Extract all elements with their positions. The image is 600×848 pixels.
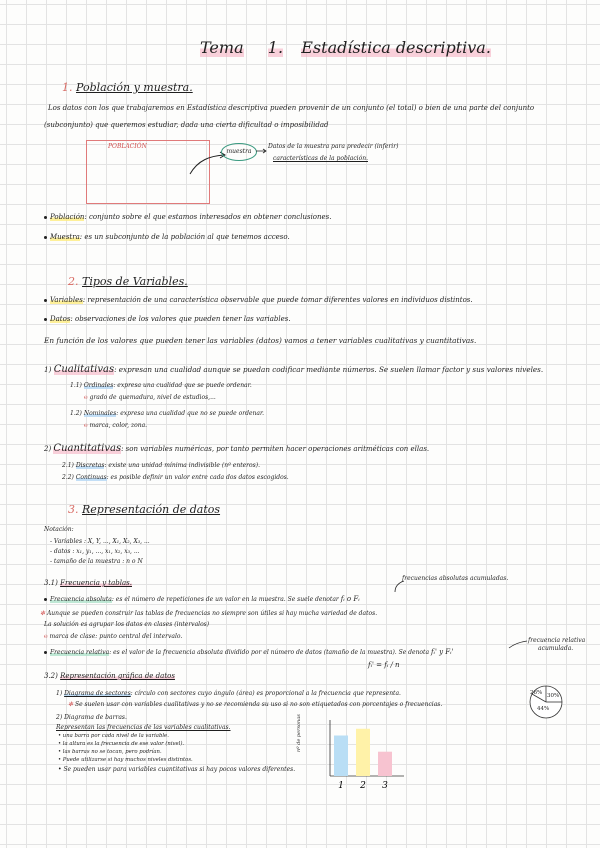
def-variables [44, 296, 473, 304]
bar-label-3: 3 [382, 781, 388, 791]
barras-number: 2) [56, 714, 63, 721]
cualitativas-def: : expresan una cualidad aunque se puedan codificar mediante números. Se suelen llamar factor y sus valores niveles. [114, 365, 544, 374]
example-icon: ℮ [84, 394, 88, 401]
side-note-2-text: características de la población. [273, 155, 368, 162]
notacion-variables: - Variables : X, Y, ..., X₁, X₂, X₃, ... [50, 538, 150, 545]
section-3-title: Representación de datos [82, 503, 221, 516]
nominales-number: 1.2) [70, 410, 82, 417]
cuantitativas-def: : son variables numéricas, por tanto permiten hacer operaciones aritméticas con ellas. [121, 445, 430, 453]
def-datos [44, 315, 291, 323]
bullet-icon [44, 236, 47, 239]
cuantitativas-number: 2) [44, 445, 52, 453]
continuas-line [62, 474, 289, 481]
nominales-term: Nominales [83, 410, 117, 417]
cualitativas-number: 1) [44, 365, 52, 374]
bullet-icon [44, 216, 47, 219]
notacion-datos: - datos : x₁, y₁, ..., x₁, x₂, x₃, ... [50, 548, 140, 555]
section-3-heading [68, 503, 220, 516]
def-muestra-text: : es un subconjunto de la población al que tenemos acceso. [79, 233, 290, 241]
marca-line [44, 633, 182, 640]
frecuencia-absoluta-text: : es el número de repeticiones de un valor en la muestra. Se suele denotar [111, 596, 339, 603]
def-variables-text: : representación de una característica observable que puede tomar diferentes valores en individuos distintos. [82, 296, 473, 304]
title-name: Estadística descriptiva. [301, 38, 491, 57]
side-note-2 [273, 155, 368, 162]
section-1-title: Población y muestra. [76, 81, 193, 94]
bar-label-group [338, 781, 388, 791]
page-title [200, 38, 491, 57]
sectores-note-text: Se suelen usar con variables cualitativas y no se recomienda su uso si no son etiquetados con porcentajes o frecuencias. [74, 701, 443, 708]
cualitativas-term: Cualitativas [53, 364, 115, 375]
freq-rel-note-1: frecuencia relativa [528, 637, 586, 644]
section-3-2-number: 3.2) [44, 672, 58, 680]
discretas-def: : existe una unidad mínima indivisible (nº enteros). [104, 462, 260, 469]
nominales-def: : expresa una cualidad que no se puede ordenar. [116, 410, 265, 417]
section-3-1-number: 3.1) [44, 579, 58, 587]
ordinales-term: Ordinales [83, 382, 114, 389]
frecuencia-relativa-symbol: fᵢ' y Fᵢ' [430, 648, 454, 656]
section-3-2-heading [44, 672, 175, 680]
cuantitativas-term: Cuantitativas [53, 443, 122, 454]
barras-line-5: • Puede utilizarse si hay muchos niveles distintos. [58, 757, 193, 763]
marca-text: marca de clase: punto central del intervalo. [49, 633, 183, 640]
bullet-icon [44, 598, 47, 601]
ordinales-line [70, 382, 252, 389]
discretas-term: Discretas [75, 462, 105, 469]
frecuencia-relativa-term: Frecuencia relativa [50, 649, 110, 656]
barras-term: Diagrama de barras. [64, 714, 127, 721]
bar-3 [378, 752, 392, 776]
side-note-1: Datos de la muestra para predecir (inferir) [268, 143, 399, 150]
ordinales-def: : expresa una cualidad que se puede ordenar. [113, 382, 252, 389]
solucion-line: La solución es agrupar los datos en clases (intervalos) [44, 621, 210, 628]
barras-heading [56, 714, 127, 721]
pie-label-3: 44% [537, 706, 550, 712]
nominales-example-text: marca, color, zona. [89, 422, 148, 429]
barras-line-3: • la altura es la frecuencia de ese valor (nivel). [58, 741, 185, 747]
def-poblacion-term: Población [50, 213, 85, 221]
continuas-def: : es posible definir un valor entre cada dos datos escogidos. [106, 474, 289, 481]
def-poblacion [44, 213, 332, 221]
warning-icon: ✻ [68, 701, 74, 708]
sectores-def: : círculo con sectores cuyo ángulo (área) es proporcional a la frecuencia que representa. [130, 690, 401, 697]
section-2-number: 2. [68, 275, 79, 288]
bullet-icon [44, 318, 47, 321]
section-1-heading [62, 81, 193, 94]
sectores-note [68, 701, 442, 708]
continuas-term: Continuas [75, 474, 107, 481]
pie-label-1: 26% [530, 690, 543, 696]
frecuencia-relativa-line [44, 648, 453, 656]
notacion-label: Notación: [44, 526, 74, 533]
frecuencia-absoluta-line [44, 595, 360, 603]
bar-chart-ylabel: nº de personas [296, 714, 302, 752]
section-3-1-heading [44, 579, 132, 587]
frecuencia-absoluta-term: Frecuencia absoluta [50, 596, 112, 603]
def-muestra [44, 233, 290, 241]
barras-line-4: • las barras no se tocan, pero podrían. [58, 749, 162, 755]
nominales-line [70, 410, 264, 417]
freq-rel-note-2: acumulada. [538, 645, 574, 652]
barras-line-2: • una barra por cada nivel de la variable. [58, 733, 169, 739]
discretas-number: 2.1) [62, 462, 74, 469]
title-number: 1. [267, 38, 284, 57]
def-muestra-term: Muestra [50, 233, 80, 241]
aunque-line [40, 610, 377, 617]
sectores-line [56, 690, 401, 697]
title-tema: Tema [200, 38, 244, 57]
ordinales-example-text: grado de quemadura, nivel de estudios,... [89, 394, 216, 401]
bar-group [334, 729, 392, 776]
section-1-number: 1. [62, 81, 73, 94]
nominales-example [84, 422, 147, 429]
bar-1 [334, 736, 348, 777]
def-datos-term: Datos [50, 315, 71, 323]
bullet-icon [44, 299, 47, 302]
bar-chart [310, 716, 410, 794]
funcion-line: En función de los valores que pueden tener las variables (datos) vamos a tener variables cualitativas y cuantitativas. [44, 336, 477, 345]
ordinales-example [84, 394, 216, 401]
continuas-number: 2.2) [62, 474, 74, 481]
section-2-title: Tipos de Variables. [82, 275, 188, 288]
formula-relativa: fᵢ' = fᵢ / n [368, 661, 400, 669]
bar-label-1: 1 [338, 781, 344, 791]
muestra-bubble [221, 143, 257, 161]
frecuencias-acumuladas-note: frecuencias absolutas acumuladas. [402, 575, 509, 582]
section-3-number: 3. [68, 503, 79, 516]
bar-label-2: 2 [360, 781, 366, 791]
section-2-heading [68, 275, 188, 288]
def-poblacion-text: : conjunto sobre el que estamos interesados en obtener conclusiones. [84, 213, 332, 221]
bubble-right-arrow [256, 148, 268, 154]
acumuladas-arrow [392, 580, 406, 594]
barras-line-1: Representan las frecuencias de las variables cualitativas. [56, 724, 231, 731]
section-3-2-title: Representación gráfica de datos [60, 672, 175, 680]
relativa-arrow [506, 638, 528, 650]
cuantitativas-line [44, 443, 429, 454]
ordinales-number: 1.1) [70, 382, 82, 389]
def-variables-term: Variables [50, 296, 83, 304]
section-3-1-title: Frecuencia y tablas. [60, 579, 132, 587]
pie-label-2: 30% [547, 693, 560, 699]
barras-line-6: • Se pueden usar para variables cuantitativas si hay pocos valores diferentes. [58, 766, 296, 773]
example-icon: ℮ [84, 422, 88, 429]
frecuencia-absoluta-symbol: fᵢ o Fᵢ [340, 595, 360, 603]
def-datos-text: : observaciones de los valores que pueden tener las variables. [70, 315, 291, 323]
bar-2 [356, 729, 370, 776]
bullet-icon [44, 651, 47, 654]
frecuencia-relativa-text: : es el valor de la frecuencia absoluta dividido por el número de datos (tamaño de la muestra). Se denota [109, 649, 430, 656]
warning-icon: ✻ [40, 610, 46, 617]
poblacion-label: POBLACIÓN [108, 143, 147, 150]
notacion-tamano: - tamaño de la muestra : n o N [50, 558, 143, 565]
aunque-text: Aunque se pueden construir las tablas de frecuencias no siempre son útiles si hay mucha variedad de datos. [46, 610, 378, 617]
example-icon: ℮ [44, 633, 48, 640]
cualitativas-line [44, 364, 543, 375]
section-1-intro: Los datos con los que trabajaremos en Estadística descriptiva pueden provenir de un conjunto (el total) o bien de una parte del conjunto (subconjunto) que queremos estudiar, dada una cierta dificultad o imposibilidad [44, 104, 535, 129]
sectores-number: 1) [56, 690, 63, 697]
sectores-term: Diagrama de sectores [64, 690, 131, 697]
muestra-bubble-label: muestra [226, 148, 252, 155]
discretas-line [62, 462, 260, 469]
